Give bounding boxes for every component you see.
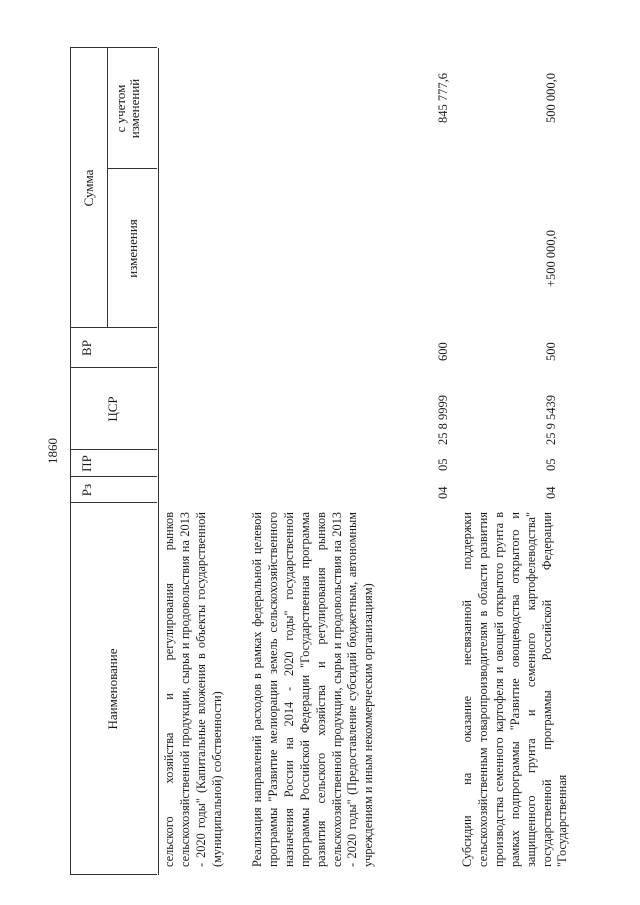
header-change: изменения bbox=[125, 219, 140, 278]
header-name: Наименование bbox=[105, 648, 120, 730]
row-3-pr: 05 bbox=[544, 458, 558, 471]
page-number: 1860 bbox=[45, 438, 60, 464]
row-2-csr: 25 8 9999 bbox=[436, 395, 450, 445]
header-vr: ВР bbox=[79, 340, 94, 356]
row-3-name: Субсидии на оказание несвязанной поддержки сельскохозяйственным товаропроизводителям в области развития производства семенного картофеля и овощей открытого грунта в рамках подпрограммы "Развитие овощеводства открытого и защищенного грунта и семенного картофелеводства" государственной программы Российской Федерации "Государственная bbox=[460, 512, 570, 867]
row-3-change: +500 000,0 bbox=[544, 229, 558, 287]
budget-table-sheet bbox=[70, 30, 575, 875]
row-2-pr: 05 bbox=[436, 458, 450, 471]
row-3-vr: 500 bbox=[544, 342, 558, 361]
header-pr: ПР bbox=[79, 455, 94, 472]
row-2-vr: 600 bbox=[436, 342, 450, 361]
row-2-rz: 04 bbox=[436, 486, 450, 499]
header-csr: ЦСР bbox=[105, 396, 120, 422]
row-3-total: 500 000,0 bbox=[544, 73, 558, 123]
row-2-total: 845 777,6 bbox=[436, 73, 450, 123]
header-with-changes: с учетом изменений bbox=[113, 78, 142, 139]
row-3-csr: 25 9 5439 bbox=[544, 395, 558, 445]
header-rz: Рз bbox=[79, 483, 94, 497]
row-2-name: Реализация направлений расходов в рамках федеральной целевой программы "Развитие мелиорации земель сельскохозяйственного назначения России на 2014 - 2020 годы" государственной программы Российской Федерации "Государственная программа развития сельского хозяйства и регулирования рынков сельскохозяйственной продукции, сырья и продовольствия на 2013 - 2020 годы" (Предоставление субсидий бюджетным, автономным учреждениям и иным некоммерческим организациям) bbox=[250, 512, 376, 867]
header-sum: Сумма bbox=[81, 169, 96, 207]
row-1-name: сельского хозяйства и регулирования рынков сельскохозяйственной продукции, сырья и продовольствия на 2013 - 2020 годы" (Капитальные вложения в объекты государственной (муниципальной) собственности) bbox=[162, 512, 224, 867]
row-3-rz: 04 bbox=[544, 486, 558, 499]
